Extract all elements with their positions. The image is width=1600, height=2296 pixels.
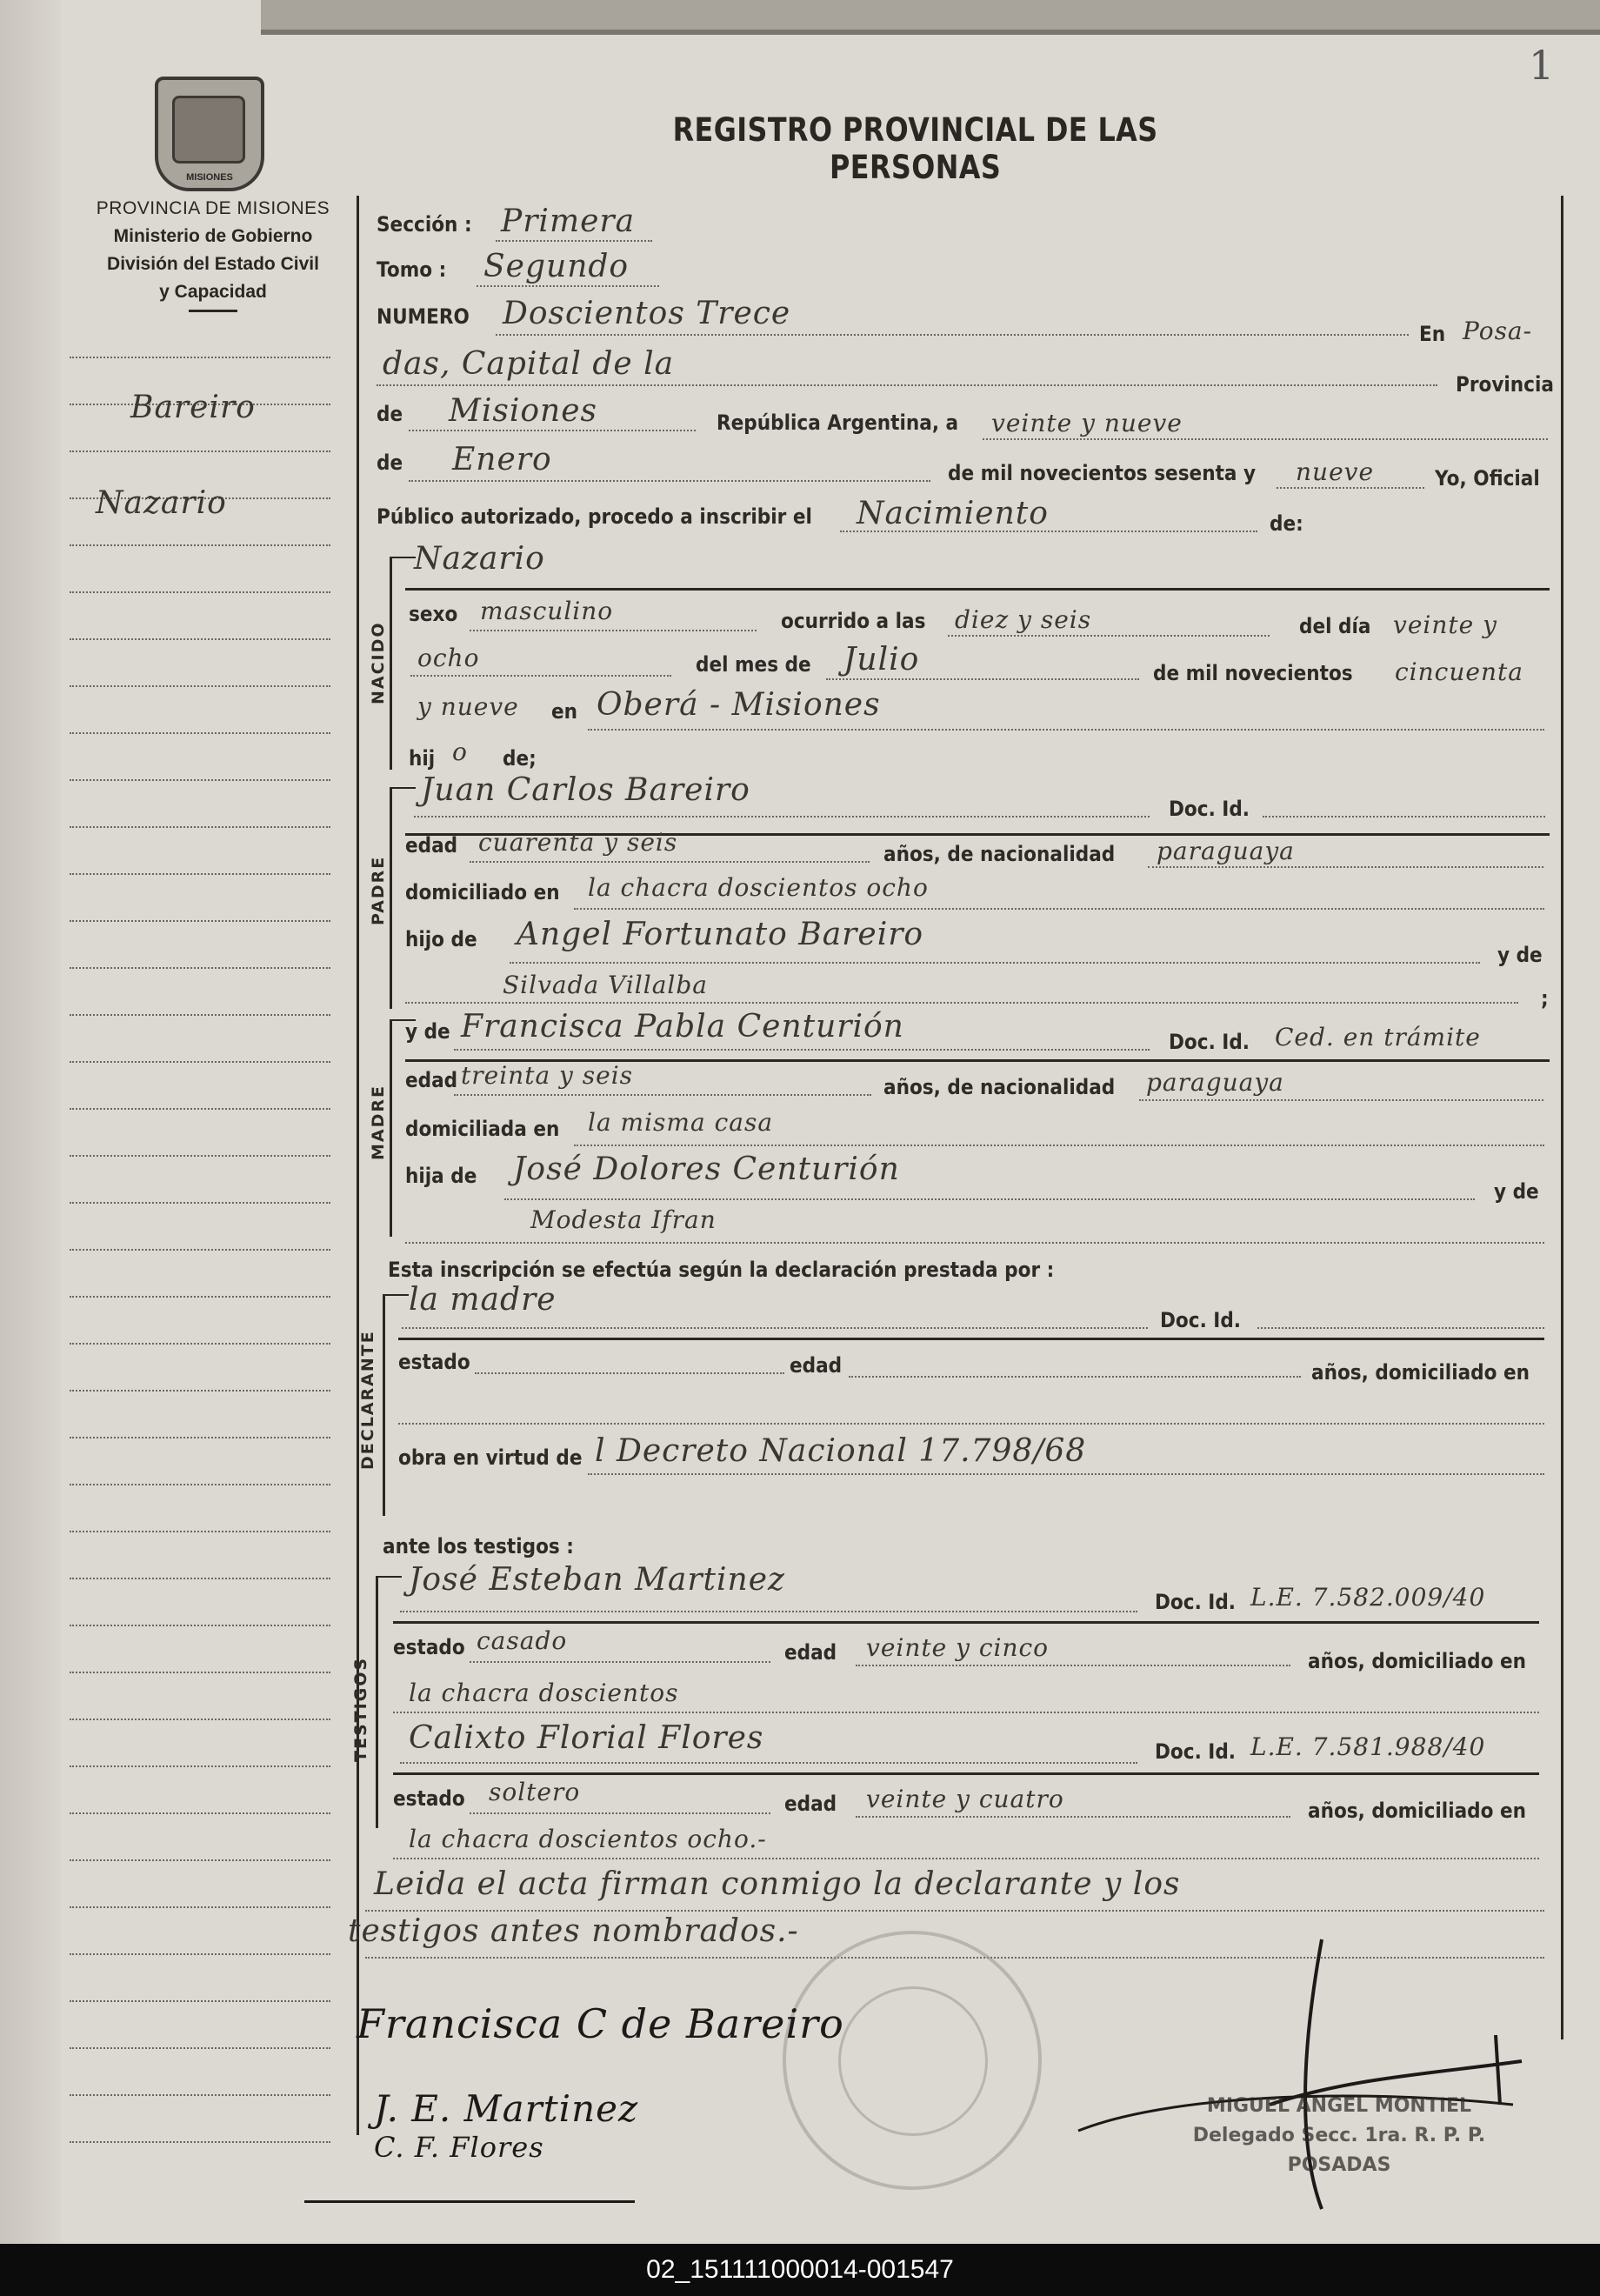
dotted-line xyxy=(393,1858,1539,1861)
margin-ruled-line xyxy=(70,1531,330,1532)
padre-edad-label: edad xyxy=(405,833,458,858)
testigo2-name: Calixto Florial Flores xyxy=(409,1720,764,1756)
padre-hijo-label: hijo de xyxy=(405,927,477,951)
dotted-line xyxy=(454,1049,1150,1052)
dotted-line xyxy=(1139,1099,1543,1103)
dotted-line xyxy=(410,675,671,678)
dotted-line xyxy=(475,1372,784,1376)
madre-father-value: José Dolores Centurión xyxy=(513,1151,900,1187)
margin-ruled-line xyxy=(70,1578,330,1579)
madre-yde-label: y de xyxy=(405,1019,450,1044)
testigo2-edad-value: veinte y cuatro xyxy=(866,1785,1064,1813)
margin-ruled-line xyxy=(70,920,330,922)
sexo-value: masculino xyxy=(480,597,614,625)
dotted-line xyxy=(983,438,1548,442)
official-name-block xyxy=(1157,2092,1522,2180)
anio-value: nueve xyxy=(1296,457,1375,486)
declarante-doc-label: Doc. Id. xyxy=(1160,1308,1242,1332)
margin-ruled-line xyxy=(70,2141,330,2143)
dotted-line xyxy=(849,1376,1301,1379)
place-value: das, Capital de la xyxy=(383,346,675,382)
padre-dom-label: domiciliado en xyxy=(405,880,560,904)
padre-dom-value: la chacra doscientos ocho xyxy=(588,873,929,902)
dotted-line xyxy=(377,384,1437,388)
dotted-line xyxy=(574,1145,1544,1148)
madre-yde2-label: y de xyxy=(1494,1179,1539,1204)
declarante-obra-value: l Decreto Nacional 17.798/68 xyxy=(595,1433,1087,1469)
dotted-line xyxy=(402,1327,1148,1331)
testigo1-name: José Esteban Martinez xyxy=(409,1562,785,1598)
margin-ruled-line xyxy=(70,591,330,593)
dia-value: veinte y xyxy=(1393,611,1497,639)
seal-text: MISIONES xyxy=(186,172,233,183)
acto-value: Nacimiento xyxy=(857,496,1049,531)
province-seal xyxy=(155,77,264,191)
margin-surname: Bareiro xyxy=(130,390,256,425)
dotted-line xyxy=(826,678,1139,682)
declarante-signature: Francisca C de Bareiro xyxy=(357,2000,844,2047)
dotted-line xyxy=(409,480,930,484)
padre-father-value: Angel Fortunato Bareiro xyxy=(517,917,924,952)
dotted-line xyxy=(470,861,870,864)
dotted-line xyxy=(1148,866,1543,870)
dotted-line xyxy=(1257,1327,1544,1331)
org-line-3: División del Estado Civil xyxy=(107,254,319,274)
hij-de-label: de; xyxy=(503,746,537,771)
provincia-value: Misiones xyxy=(449,393,598,429)
org-line-4: y Capacidad xyxy=(159,282,267,302)
declarante-name: la madre xyxy=(409,1282,557,1318)
testigo2-anios-label: años, domiciliado en xyxy=(1308,1799,1527,1823)
margin-ruled-line xyxy=(70,967,330,969)
en-label: En xyxy=(1419,322,1446,346)
margin-ruled-line xyxy=(70,357,330,358)
dia-label: del día xyxy=(1299,614,1371,638)
de2-label: de xyxy=(377,451,403,475)
margin-ruled-line xyxy=(70,1108,330,1110)
publico-label: Público autorizado, procedo a inscribir el xyxy=(377,504,812,529)
dotted-line xyxy=(588,1473,1544,1477)
binding-edge xyxy=(0,0,61,2244)
testigo2-estado-value: soltero xyxy=(489,1778,581,1806)
official-stamp xyxy=(783,1931,1042,2190)
dia-value: veinte y nueve xyxy=(991,409,1183,437)
document-title: REGISTRO PROVINCIAL DE LAS PERSONAS xyxy=(672,111,1158,186)
hij-label: hij xyxy=(409,746,436,771)
declarante-anios-label: años, domiciliado en xyxy=(1311,1360,1530,1385)
margin-ruled-line xyxy=(70,1343,330,1345)
org-line-2: Ministerio de Gobierno xyxy=(113,226,313,246)
dotted-line xyxy=(856,1816,1290,1819)
top-strip-edge xyxy=(261,30,1600,35)
sexo-label: sexo xyxy=(409,602,458,626)
numero-value: Doscientos Trece xyxy=(503,296,791,331)
madre-dom-label: domiciliada en xyxy=(405,1117,560,1141)
padre-yde-label: y de xyxy=(1497,943,1543,967)
republica-label: República Argentina, a xyxy=(717,410,959,435)
seccion-label: Sección : xyxy=(377,212,472,237)
margin-ruled-line xyxy=(70,1953,330,1955)
testigo1-doc-label: Doc. Id. xyxy=(1155,1590,1237,1614)
horizontal-rule xyxy=(304,2200,635,2203)
margin-ruled-line xyxy=(70,1155,330,1157)
margin-ruled-line xyxy=(70,2047,330,2049)
yo-oficial-label: Yo, Oficial xyxy=(1435,466,1540,491)
dotted-line xyxy=(948,635,1270,638)
org-line-1: PROVINCIA DE MISIONES xyxy=(96,198,330,218)
horizontal-rule xyxy=(393,1621,1539,1624)
madre-section-label: MADRE xyxy=(369,1085,388,1160)
horizontal-rule xyxy=(393,1772,1539,1775)
testigo-signature: J. E. Martinez xyxy=(374,2087,639,2130)
madre-nac-value: paraguaya xyxy=(1146,1068,1284,1097)
nacido-bracket xyxy=(390,557,392,770)
margin-ruled-line xyxy=(70,1437,330,1438)
horizontal-rule xyxy=(390,787,416,789)
dotted-line xyxy=(1263,816,1545,819)
mes-value: Julio xyxy=(843,642,920,677)
margin-given-name: Nazario xyxy=(96,485,227,521)
official-title: Delegado Secc. 1ra. R. P. P. xyxy=(1192,2125,1486,2146)
madre-edad-value: treinta y seis xyxy=(461,1061,634,1090)
testigo1-estado-label: estado xyxy=(393,1635,465,1659)
padre-doc-label: Doc. Id. xyxy=(1169,797,1250,821)
testigo2-doc-value: L.E. 7.581.988/40 xyxy=(1250,1732,1486,1761)
mes-value: Enero xyxy=(452,442,552,477)
margin-ruled-line xyxy=(70,779,330,781)
tomo-label: Tomo : xyxy=(377,257,447,282)
testigo2-estado-label: estado xyxy=(393,1786,465,1811)
padre-bracket xyxy=(390,787,392,1009)
margin-ruled-line xyxy=(70,685,330,687)
horizontal-rule xyxy=(376,1576,402,1578)
anio-value: cincuenta xyxy=(1395,657,1523,686)
right-vertical-rule xyxy=(1561,196,1563,2039)
seccion-value: Primera xyxy=(501,204,636,239)
margin-ruled-line xyxy=(70,1202,330,1204)
declarante-bracket xyxy=(383,1294,385,1516)
provincia-label: Provincia xyxy=(1456,372,1554,397)
declarante-intro: Esta inscripción se efectúa según la declaración prestada por : xyxy=(388,1258,1055,1282)
testigo1-doc-value: L.E. 7.582.009/40 xyxy=(1250,1583,1486,1612)
horizontal-rule xyxy=(390,557,416,558)
org-divider xyxy=(189,310,237,312)
margin-ruled-line xyxy=(70,1906,330,1908)
madre-bracket xyxy=(390,1019,392,1237)
margin-ruled-line xyxy=(70,1484,330,1485)
numero-label: NUMERO xyxy=(377,304,470,329)
page-number: 1 xyxy=(1529,42,1555,89)
margin-ruled-line xyxy=(70,1390,330,1392)
horizontal-rule xyxy=(398,1338,1544,1340)
padre-semicolon: ; xyxy=(1541,986,1549,1011)
stamp-in xyxy=(838,1986,988,2136)
madre-doc-value: Ced. en trámite xyxy=(1275,1023,1481,1051)
testigos-intro: ante los testigos : xyxy=(383,1534,574,1558)
margin-ruled-line xyxy=(70,1672,330,1673)
dotted-line xyxy=(496,334,1409,337)
dia-value-2: ocho xyxy=(417,644,480,672)
margin-ruled-line xyxy=(70,1249,330,1251)
dotted-line xyxy=(510,962,1480,965)
official-place: POSADAS xyxy=(1287,2154,1391,2176)
dotted-line xyxy=(470,1661,770,1665)
dotted-line xyxy=(393,1712,1539,1715)
margin-ruled-line xyxy=(70,544,330,546)
dotted-line xyxy=(477,285,659,289)
margin-ruled-line xyxy=(70,873,330,875)
margin-ruled-line xyxy=(70,1625,330,1626)
dotted-line xyxy=(405,1002,1518,1005)
archive-id-footer: 02_151111000014-001547 xyxy=(0,2244,1600,2296)
margin-ruled-line xyxy=(70,1719,330,1720)
margin-ruled-line xyxy=(70,1014,330,1016)
margin-ruled-line xyxy=(70,1812,330,1814)
madre-dom-value: la misma casa xyxy=(588,1108,774,1137)
margin-ruled-line xyxy=(70,732,330,734)
dotted-line xyxy=(454,1094,871,1098)
main-vertical-rule xyxy=(357,196,359,2135)
testigo1-edad-label: edad xyxy=(784,1640,837,1665)
dotted-line xyxy=(400,1611,1137,1614)
dotted-line xyxy=(840,531,1257,534)
margin-ruled-line xyxy=(70,1061,330,1063)
horizontal-rule xyxy=(405,588,1550,591)
de3-label: de: xyxy=(1270,511,1303,536)
testigo2-edad-label: edad xyxy=(784,1792,837,1816)
testigo2-doc-label: Doc. Id. xyxy=(1155,1739,1237,1764)
margin-ruled-line xyxy=(70,826,330,828)
de-label: de xyxy=(377,402,403,426)
margin-ruled-line xyxy=(70,2000,330,2002)
margin-ruled-line xyxy=(70,1859,330,1861)
anio-value-2: y nueve xyxy=(417,692,519,721)
nacido-name: Nazario xyxy=(414,541,545,577)
dotted-line xyxy=(409,430,696,433)
hora-value: diez y seis xyxy=(955,605,1092,634)
en-label: en xyxy=(551,699,578,724)
margin-ruled-line xyxy=(70,638,330,640)
testigos-bracket xyxy=(376,1576,378,1828)
dotted-line xyxy=(856,1665,1290,1668)
dotted-line xyxy=(574,908,1544,911)
closing-line-1: Leida el acta firman conmigo la declarante y los xyxy=(374,1866,1181,1902)
dotted-line xyxy=(414,816,1150,819)
ocurrido-label: ocurrido a las xyxy=(781,609,926,633)
declarante-edad-label: edad xyxy=(790,1353,843,1378)
issuing-authority xyxy=(52,195,374,312)
dotted-line xyxy=(398,1423,1544,1426)
testigo1-edad-value: veinte y cinco xyxy=(866,1633,1050,1662)
mes-label: del mes de xyxy=(696,652,811,677)
mil-label: de mil novecientos sesenta y xyxy=(948,461,1257,485)
margin-ruled-line xyxy=(70,1296,330,1298)
nacido-section-label: NACIDO xyxy=(369,621,388,704)
dotted-line xyxy=(1277,487,1424,491)
dotted-line xyxy=(504,1198,1475,1202)
horizontal-rule xyxy=(383,1294,409,1296)
mil-novecientos-label: de mil novecientos xyxy=(1153,661,1353,685)
tomo-value: Segundo xyxy=(483,249,630,284)
madre-edad-label: edad xyxy=(405,1068,458,1092)
declarante-estado-label: estado xyxy=(398,1350,470,1374)
dotted-line xyxy=(496,240,652,244)
madre-doc-label: Doc. Id. xyxy=(1169,1030,1250,1054)
dotted-line xyxy=(470,630,757,633)
testigo1-anios-label: años, domiciliado en xyxy=(1308,1649,1527,1673)
dotted-line xyxy=(470,1812,770,1816)
madre-hija-label: hija de xyxy=(405,1164,477,1188)
padre-name: Juan Carlos Bareiro xyxy=(421,772,750,808)
testigos-section-label: TESTIGOS xyxy=(351,1656,370,1762)
declarante-section-label: DECLARANTE xyxy=(358,1330,377,1470)
padre-mother-value: Silvada Villalba xyxy=(503,971,708,999)
declarante-obra-label: obra en virtud de xyxy=(398,1445,583,1470)
seal-emblem xyxy=(172,96,245,164)
padre-section-label: PADRE xyxy=(369,855,388,925)
madre-mother-value: Modesta Ifran xyxy=(530,1205,717,1234)
testigo2-dom-value: la chacra doscientos ocho.- xyxy=(409,1825,767,1853)
margin-ruled-line xyxy=(70,2094,330,2096)
margin-ruled-line xyxy=(70,451,330,452)
dotted-line xyxy=(588,729,1544,732)
lugar-value: Oberá - Misiones xyxy=(597,687,881,723)
official-name: MIGUEL ANGEL MONTIEL xyxy=(1206,2095,1472,2117)
padre-edad-value: cuarenta y seis xyxy=(478,828,678,857)
dotted-line xyxy=(400,1762,1137,1765)
testigo-signature-2: C. F. Flores xyxy=(374,2131,544,2164)
closing-line-2: testigos antes nombrados.- xyxy=(348,1913,799,1949)
margin-ruled-line xyxy=(70,1765,330,1767)
hij-value: o xyxy=(452,738,468,766)
testigo1-estado-value: casado xyxy=(477,1626,568,1655)
padre-nac-value: paraguaya xyxy=(1157,837,1295,865)
madre-nac-label: años, de nacionalidad xyxy=(883,1075,1116,1099)
dotted-line xyxy=(405,1242,1544,1245)
padre-nac-label: años, de nacionalidad xyxy=(883,842,1116,866)
testigo1-dom-value: la chacra doscientos xyxy=(409,1679,679,1707)
madre-name: Francisca Pabla Centurión xyxy=(461,1009,904,1045)
en-value: Posa- xyxy=(1463,317,1533,345)
